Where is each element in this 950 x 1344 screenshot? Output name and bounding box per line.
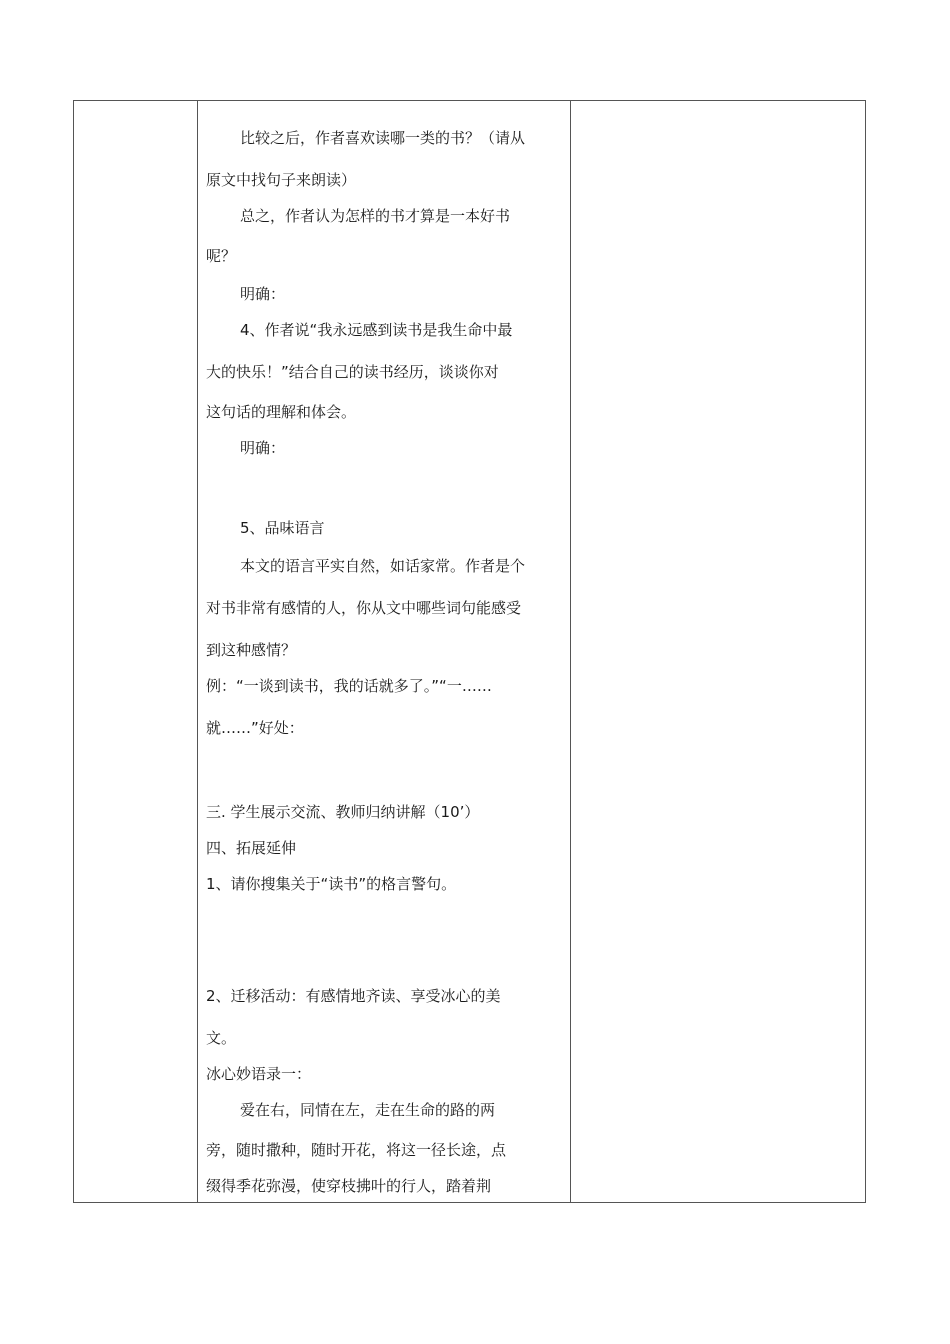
text-line: 大的快乐！”结合自己的读书经历，谈谈你对 xyxy=(206,363,499,381)
text-line: 比较之后，作者喜欢读哪一类的书？（请从 xyxy=(240,129,526,147)
text-line: 原文中找句子来朗读） xyxy=(206,171,357,189)
column-divider-left xyxy=(197,101,198,1202)
text-line: 总之，作者认为怎样的书才算是一本好书 xyxy=(240,207,511,225)
text-line: 明确： xyxy=(240,439,286,457)
text-line: 明确： xyxy=(240,285,286,303)
text-line: 2、迁移活动：有感情地齐读、享受冰心的美 xyxy=(206,987,501,1005)
text-line: 5、品味语言 xyxy=(240,519,325,537)
text-line: 1、请你搜集关于“读书”的格言警句。 xyxy=(206,875,457,893)
text-line: 四、拓展延伸 xyxy=(206,839,297,857)
text-line: 本文的语言平实自然，如话家常。作者是个 xyxy=(240,557,526,575)
lesson-table xyxy=(73,100,866,1203)
text-line: 例：“一谈到读书，我的话就多了。”“一…… xyxy=(206,677,492,695)
text-line: 对书非常有感情的人，你从文中哪些词句能感受 xyxy=(206,599,522,617)
text-line: 呢？ xyxy=(206,247,237,265)
text-line: 4、作者说“我永远感到读书是我生命中最 xyxy=(240,321,513,339)
text-line: 三. 学生展示交流、教师归纳讲解（10’） xyxy=(206,803,480,821)
text-line: 旁，随时撒种，随时开花，将这一径长途，点 xyxy=(206,1141,507,1159)
text-line: 就……”好处： xyxy=(206,719,304,737)
text-line: 到这种感情？ xyxy=(206,641,297,659)
text-line: 爱在右，同情在左，走在生命的路的两 xyxy=(240,1101,496,1119)
text-line: 这句话的理解和体会。 xyxy=(206,403,357,421)
text-line: 缀得季花弥漫，使穿枝拂叶的行人，踏着荆 xyxy=(206,1177,492,1195)
text-line: 文。 xyxy=(206,1029,237,1047)
column-divider-right xyxy=(570,101,571,1202)
text-line: 冰心妙语录一： xyxy=(206,1065,312,1083)
